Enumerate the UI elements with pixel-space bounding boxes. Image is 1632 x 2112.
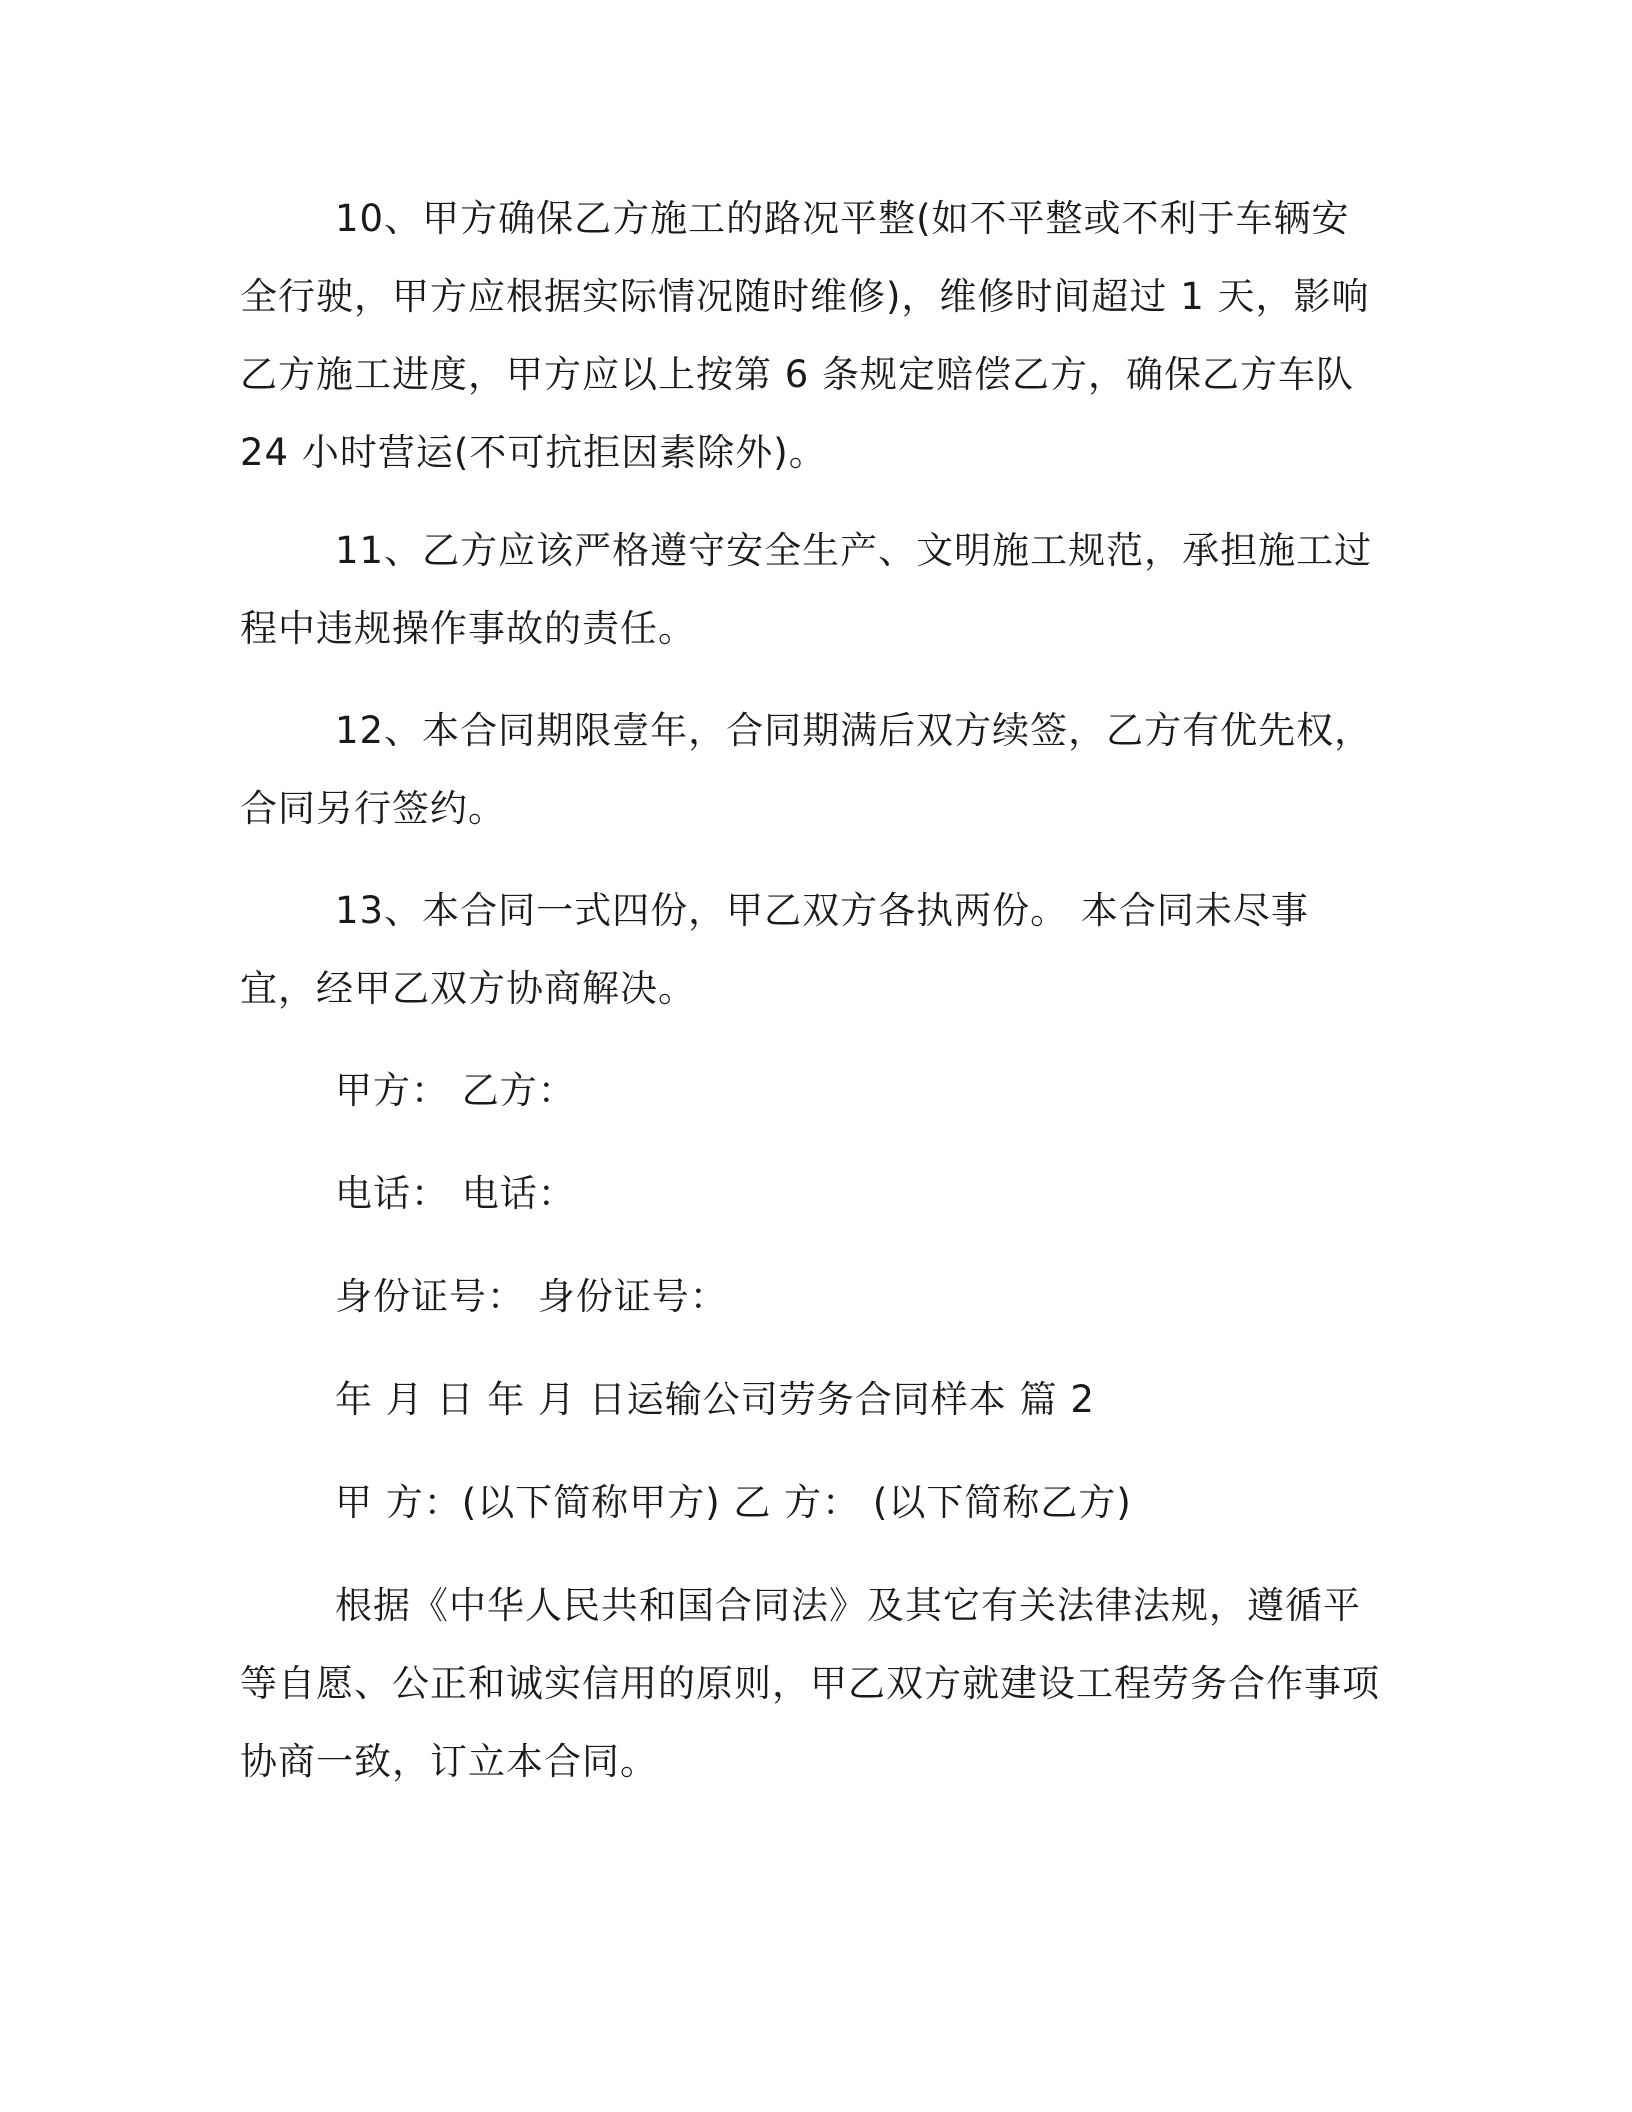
signature-id-number: 身份证号： 身份证号： [335,1275,728,1318]
date-and-section-title: 年 月 日 年 月 日运输公司劳务合同样本 篇 2 [335,1378,1095,1421]
clause-13: 13、本合同一式四份，甲乙双方各执两份。 本合同未尽事宜，经甲乙双方协商解决。 [240,889,1309,1010]
party-names: 甲 方：(以下简称甲方) 乙 方： (以下简称乙方) [335,1481,1132,1524]
signature-parties: 甲方： 乙方： [335,1069,576,1112]
clause-12: 12、本合同期限壹年，合同期满后双方续签，乙方有优先权，合同另行签约。 [240,709,1373,830]
clause-11: 11、乙方应该严格遵守安全生产、文明施工规范，承担施工过程中违规操作事故的责任。 [240,529,1373,650]
clause-10: 10、甲方确保乙方施工的路况平整(如不平整或不利于车辆安全行驶，甲方应根据实际情况随时维修)，维修时间超过 1 天，影响乙方施工进度，甲方应以上按第 6 条规定赔偿乙方，确保乙方车队 24 小时营运(不可抗拒因素除外)。 [240,197,1370,474]
contract-basis: 根据《中华人民共和国合同法》及其它有关法律法规，遵循平等自愿、公正和诚实信用的原则，甲乙双方就建设工程劳务合作事项协商一致，订立本合同。 [240,1584,1380,1783]
signature-phone: 电话： 电话： [335,1172,576,1215]
